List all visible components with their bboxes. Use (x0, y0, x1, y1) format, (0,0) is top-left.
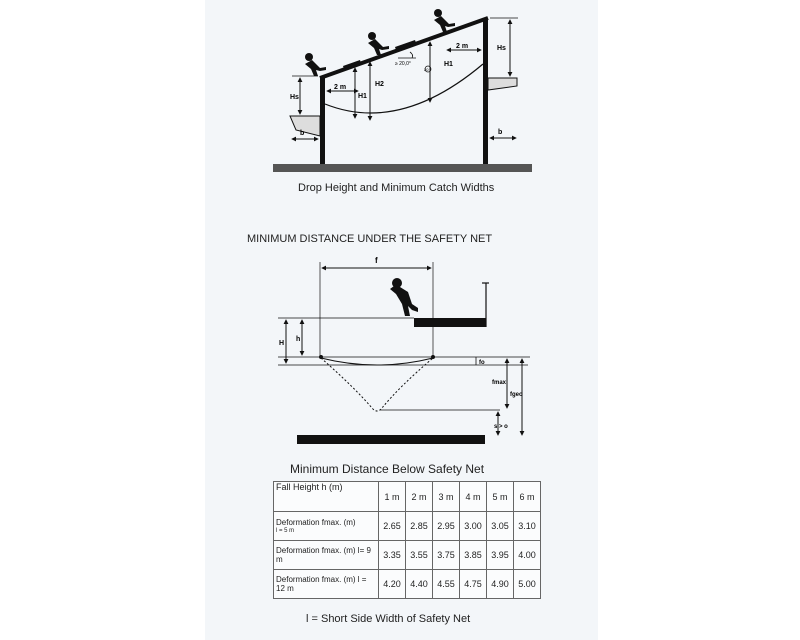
hs-left-label: Hs (290, 94, 299, 101)
distance-figure-title: MINIMUM DISTANCE UNDER THE SAFETY NET (247, 233, 493, 245)
net-anchor-left (319, 355, 323, 359)
table-cell: 3.00 (460, 512, 487, 541)
column-header: 1 m (379, 482, 406, 512)
fo-label: fo (479, 360, 485, 366)
platform-slab (414, 318, 486, 327)
min-distance-table (273, 481, 541, 599)
table-cell: 3.05 (487, 512, 514, 541)
angle-alt-label: 20 (424, 67, 429, 72)
column-header: 6 m (514, 482, 541, 512)
net-deflected-curve (321, 358, 433, 411)
table-cell: 3.85 (460, 541, 487, 570)
fall-height-header: Fall Height h (m) (274, 482, 379, 512)
row-sublabel: l = 5 m (276, 528, 295, 534)
table-cell: 4.20 (379, 570, 406, 599)
h1-left-label: H1 (358, 93, 367, 100)
table-footnote: l = Short Side Width of Safety Net (306, 613, 471, 625)
net-anchor-right (431, 355, 435, 359)
fgeo-label: fgeo (510, 392, 523, 398)
table-cell: 5.00 (514, 570, 541, 599)
h-label: h (296, 336, 301, 343)
hs-right-label: Hs (497, 45, 506, 52)
column-header: 3 m (433, 482, 460, 512)
table-cell: 3.10 (514, 512, 541, 541)
dist-right-label: 2 m (456, 43, 469, 50)
column-header: 2 m (406, 482, 433, 512)
table-cell: 3.35 (379, 541, 406, 570)
column-header: 5 m (487, 482, 514, 512)
row-label (274, 512, 379, 541)
column-header: 4 m (460, 482, 487, 512)
worker-figure-falling (390, 278, 418, 316)
table-cell: 4.75 (460, 570, 487, 599)
row-label: Deformation fmax. (m) l = 12 m (274, 570, 379, 599)
table-cell: 3.95 (487, 541, 514, 570)
table-cell: 4.90 (487, 570, 514, 599)
row-label-text: Deformation fmax. (m) (276, 518, 356, 527)
angle-label: ≥ 20,0° (395, 61, 411, 67)
table-cell: 4.55 (433, 570, 460, 599)
table-cell: 3.75 (433, 541, 460, 570)
h2-label: H2 (375, 81, 384, 88)
b-left-label: b (300, 130, 305, 137)
b-right-label: b (498, 129, 503, 136)
dist-left-label: 2 m (334, 84, 347, 91)
H-label: H (279, 340, 285, 347)
net-rest-curve (321, 358, 433, 365)
table-header-row (274, 482, 541, 512)
table-cell: 4.00 (514, 541, 541, 570)
fmax-label: fmax (492, 380, 507, 386)
ground-slab-lower (297, 435, 485, 444)
clearance-label: s > o (494, 424, 508, 430)
table-row (274, 541, 541, 570)
table-cell: 2.85 (406, 512, 433, 541)
drop-height-caption: Drop Height and Minimum Catch Widths (298, 182, 495, 194)
table-row (274, 570, 541, 599)
table-cell: 2.65 (379, 512, 406, 541)
row-label: Deformation fmax. (m) l= 9 m (274, 541, 379, 570)
table-title: Minimum Distance Below Safety Net (290, 462, 485, 476)
table-cell: 4.40 (406, 570, 433, 599)
table-cell: 2.95 (433, 512, 460, 541)
table-cell: 3.55 (406, 541, 433, 570)
table-row (274, 512, 541, 541)
h1-right-label: H1 (444, 61, 453, 68)
f-label: f (375, 256, 378, 265)
